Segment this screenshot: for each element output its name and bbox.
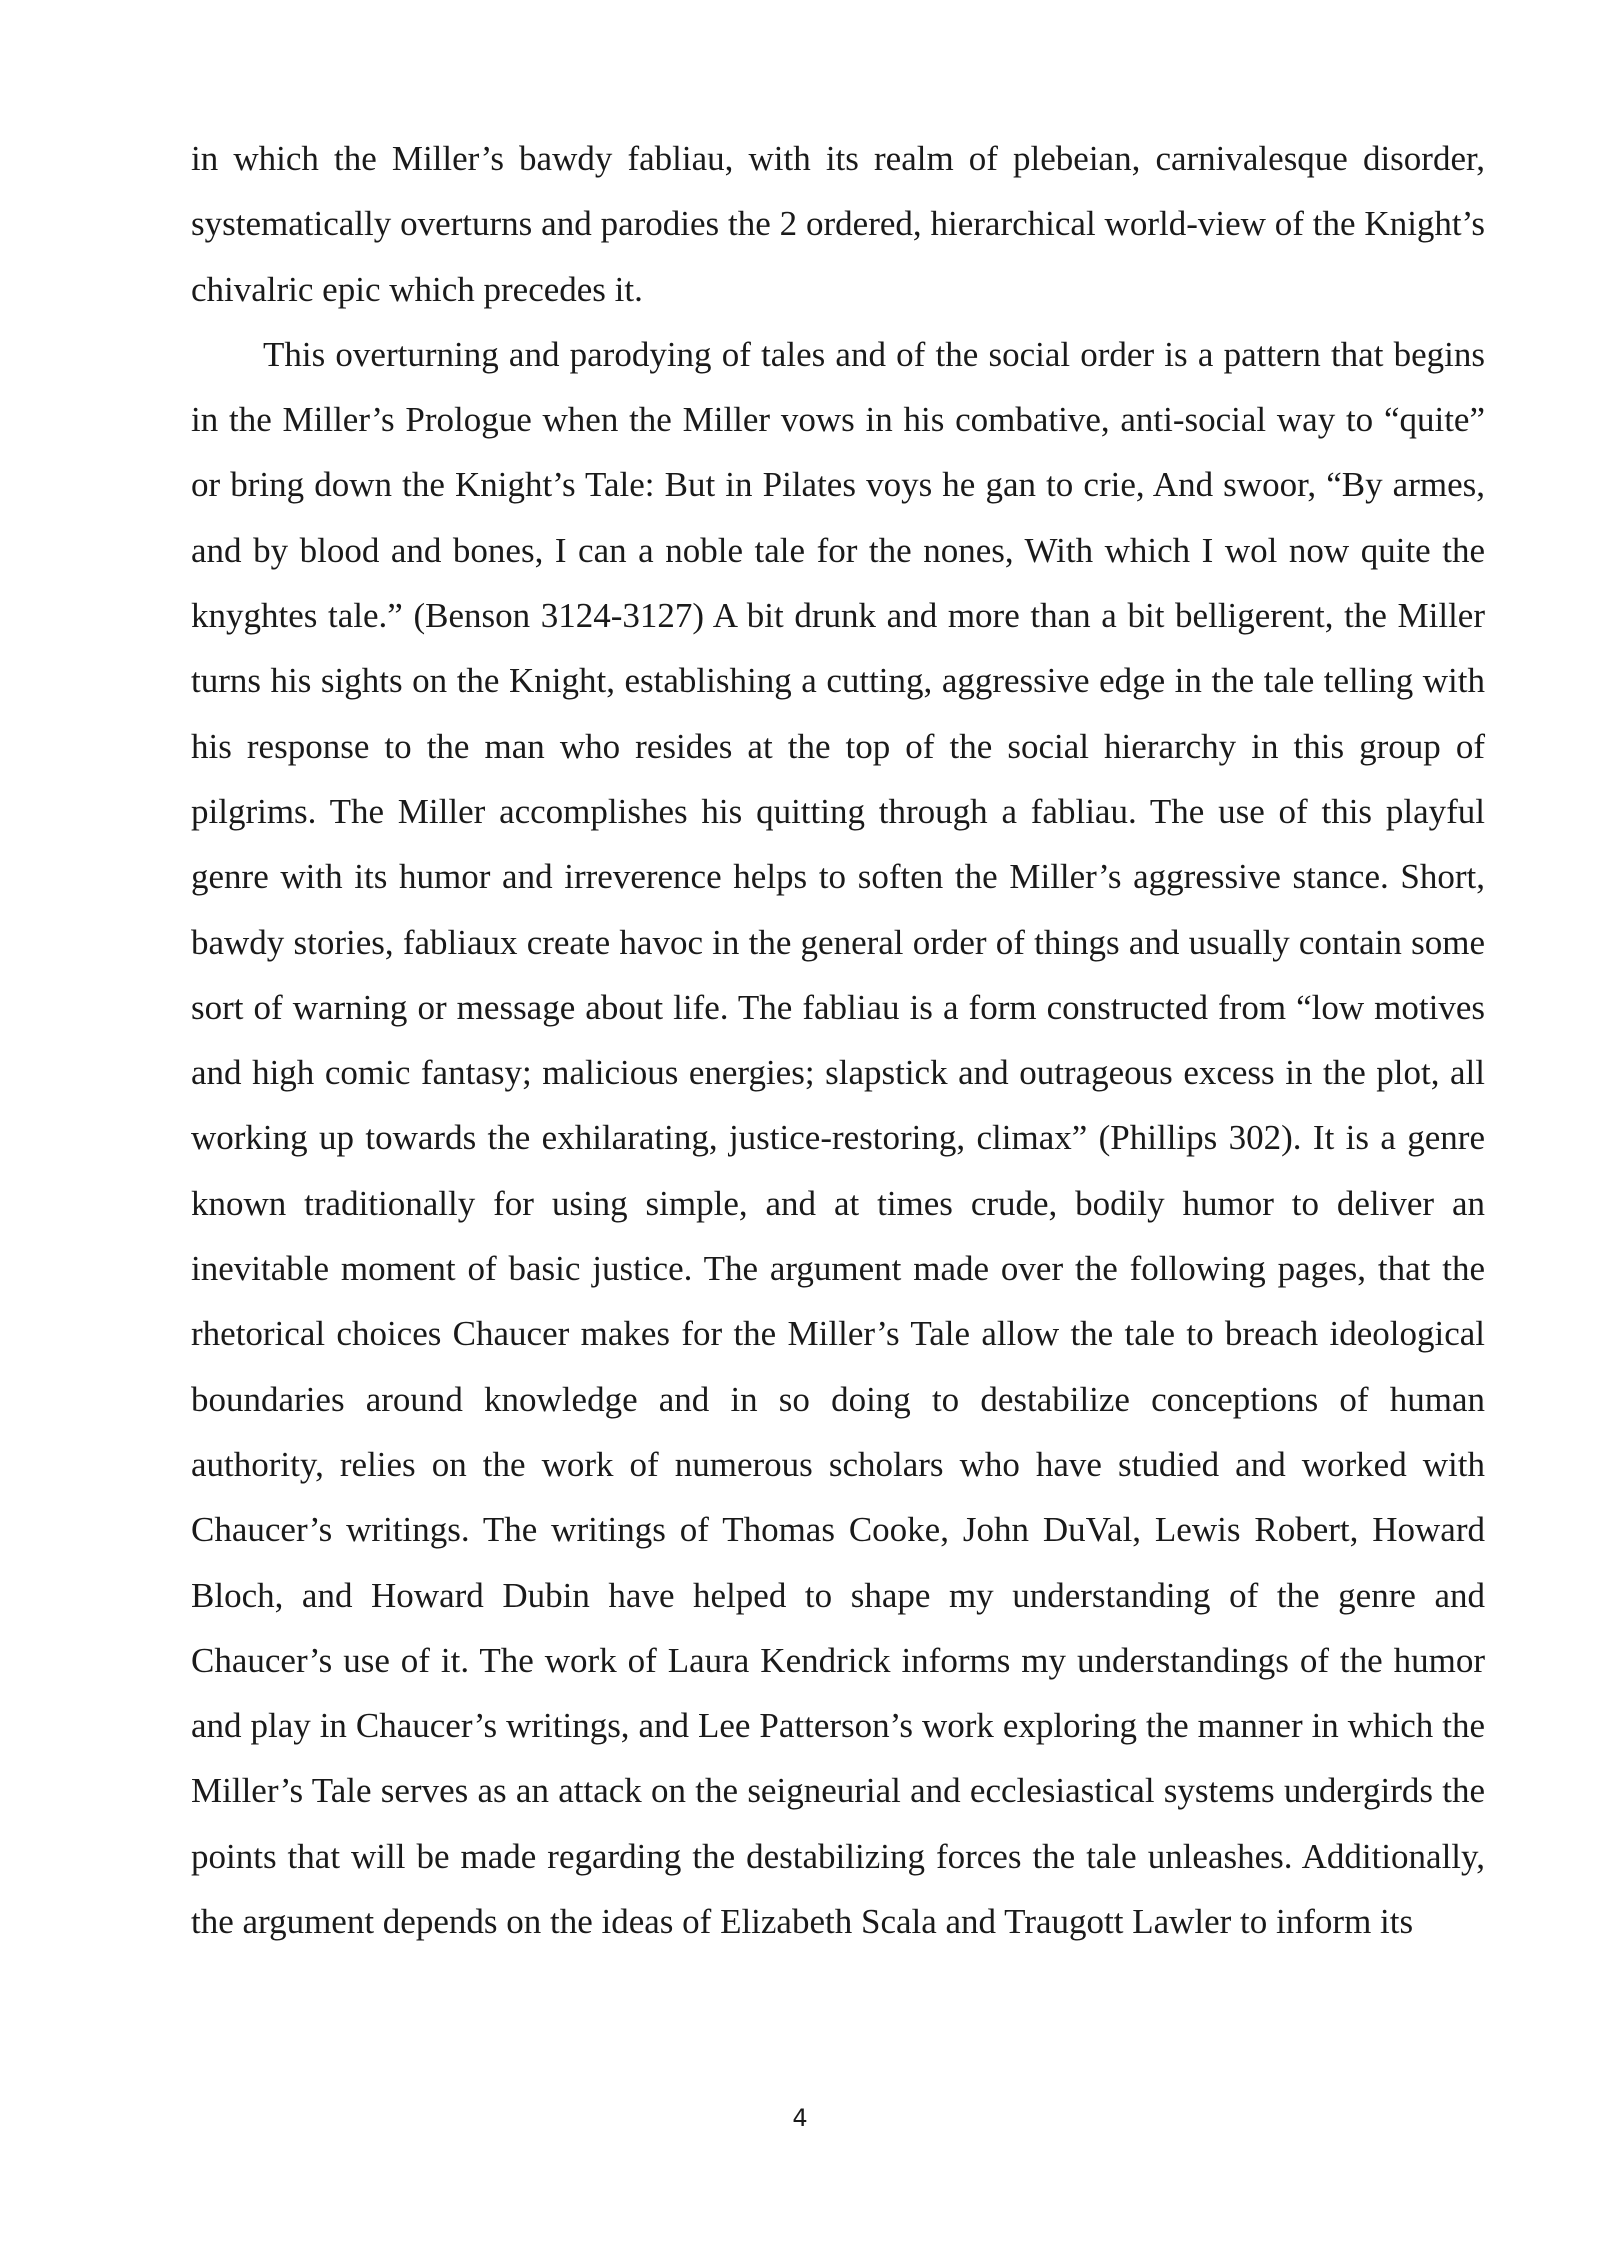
paragraph-main: This overturning and parodying of tales and of the social order is a pattern that begins in the Miller’s Prologue when the Miller vows in his combative, anti-social way to “quite” or bring down the Knight’s Tale: But in Pilates voys he gan to crie, And swoor, “By armes, and by blood and bones, I can a noble tale for the nones, With which I wol now quite the knyghtes tale.” (Benson 3124-3127) A bit drunk and more than a bit belligerent, the Miller turns his sights on the Knight, establishing a cutting, aggressive edge in the tale telling with his response to the man who resides at the top of the social hierarchy in this group of pilgrims. The Miller accomplishes his quitting through a fabliau. The use of this playful genre with its humor and irreverence helps to soften the Miller’s aggressive stance. Short, bawdy stories, fabliaux create havoc in the general order of things and usually contain some sort of warning or message about life. The fabliau is a form constructed from “low motives and high comic fantasy; malicious energies; slapstick and outrageous excess in the plot, all working up towards the exhilarating, justice-restoring, climax” (Phillips 302). It is a genre known traditionally for using simple, and at times crude, bodily humor to deliver an inevitable moment of basic justice. The argument made over the following pages, that the rhetorical choices Chaucer makes for the Miller’s Tale allow the tale to breach ideological boundaries around knowledge and in so doing to destabilize conceptions of human authority, relies on the work of numerous scholars who have studied and worked with Chaucer’s writings. The writings of Thomas Cooke, John DuVal, Lewis Robert, Howard Bloch, and Howard Dubin have helped to shape my understanding of the genre and Chaucer’s use of it. The work of Laura Kendrick informs my understandings of the humor and play in Chaucer’s writings, and Lee Patterson’s work exploring the manner in which the Miller’s Tale serves as an attack on the seigneurial and ecclesiastical systems undergirds the points that will be made regarding the destabilizing forces the tale unleashes. Additionally, the argument depends on the ideas of Elizabeth Scala and Traugott Lawler to inform its xyxy=(191,334,1485,1942)
paragraph-continuation: in which the Miller’s bawdy fabliau, with its realm of plebeian, carnivalesque disorder, systematically overturns and parodies the 2 ordered, hierarchical world-view of the Knight’s chivalric epic which precedes it. xyxy=(191,139,1485,309)
page-number: 4 xyxy=(792,2104,808,2132)
body-text xyxy=(191,126,1485,1954)
